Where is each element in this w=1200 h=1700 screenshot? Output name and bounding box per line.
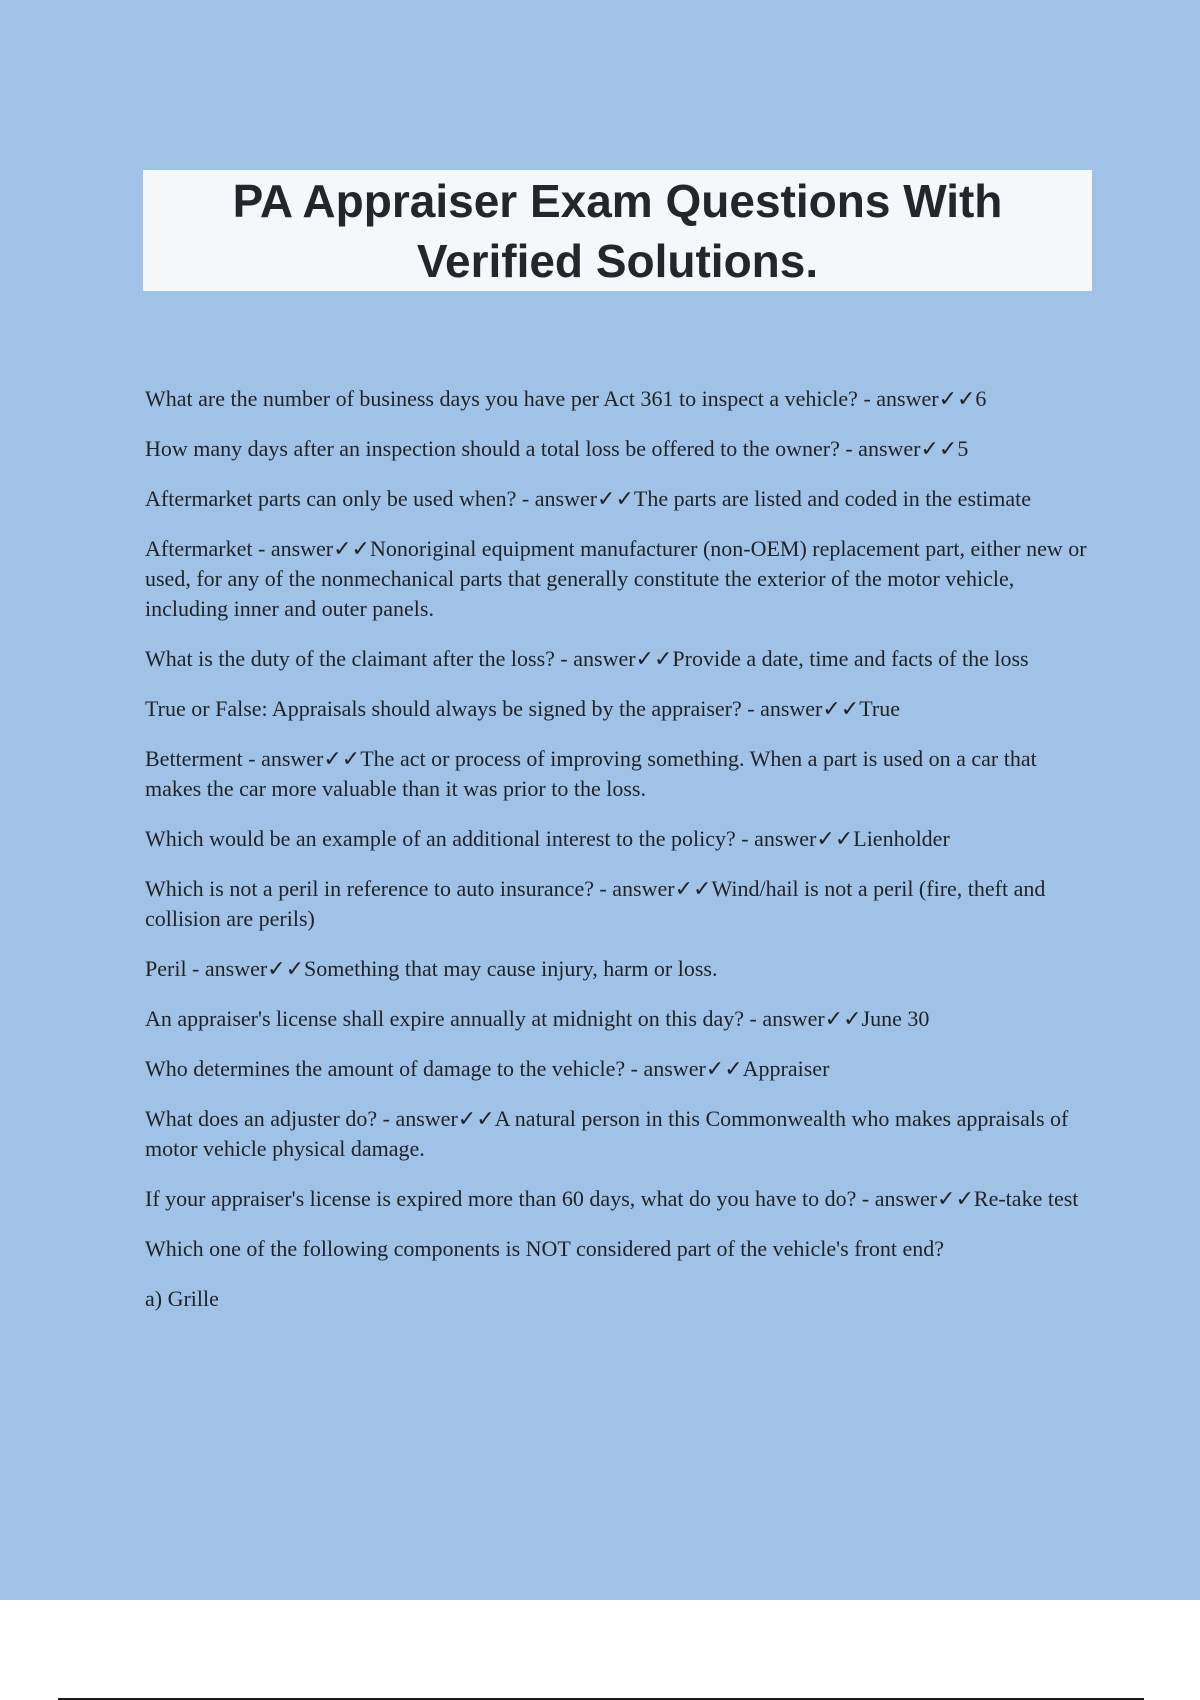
qa-item: Which would be an example of an additional interest to the policy? - answer✓✓Lienholder — [145, 826, 950, 851]
qa-item: Betterment - answer✓✓The act or process of improving something. When a part is used on a car that makes the car more valuable than it was prior to the loss. — [145, 746, 1037, 801]
qa-item: If your appraiser's license is expired more than 60 days, what do you have to do? - answer✓✓Re-take test — [145, 1186, 1079, 1211]
qa-item: a) Grille — [145, 1286, 219, 1311]
qa-item: True or False: Appraisals should always be signed by the appraiser? - answer✓✓True — [145, 696, 900, 721]
qa-item: Which is not a peril in reference to auto insurance? - answer✓✓Wind/hail is not a peril (fire, theft and collision are perils) — [145, 876, 1046, 931]
title-box — [143, 170, 1092, 291]
qa-item: What are the number of business days you have per Act 361 to inspect a vehicle? - answer✓✓6 — [145, 386, 987, 411]
qa-item: Aftermarket - answer✓✓Nonoriginal equipment manufacturer (non-OEM) replacement part, either new or used, for any of the nonmechanical parts that generally constitute the exterior of the motor vehicle, including inner and outer panels. — [145, 536, 1087, 621]
qa-item: Which one of the following components is NOT considered part of the vehicle's front end? — [145, 1236, 945, 1261]
qa-item: An appraiser's license shall expire annually at midnight on this day? - answer✓✓June 30 — [145, 1006, 930, 1031]
qa-item: Who determines the amount of damage to the vehicle? - answer✓✓Appraiser — [145, 1056, 830, 1081]
qa-list — [145, 384, 1090, 1334]
qa-item: Peril - answer✓✓Something that may cause injury, harm or loss. — [145, 956, 718, 981]
qa-item: What is the duty of the claimant after the loss? - answer✓✓Provide a date, time and facts of the loss — [145, 646, 1029, 671]
qa-item: Aftermarket parts can only be used when? - answer✓✓The parts are listed and coded in the estimate — [145, 486, 1031, 511]
qa-item: How many days after an inspection should a total loss be offered to the owner? - answer✓✓5 — [145, 436, 969, 461]
document-title: PA Appraiser Exam Questions With Verified Solutions. — [232, 174, 1003, 287]
qa-item: What does an adjuster do? - answer✓✓A natural person in this Commonwealth who makes appraisals of motor vehicle physical damage. — [145, 1106, 1069, 1161]
